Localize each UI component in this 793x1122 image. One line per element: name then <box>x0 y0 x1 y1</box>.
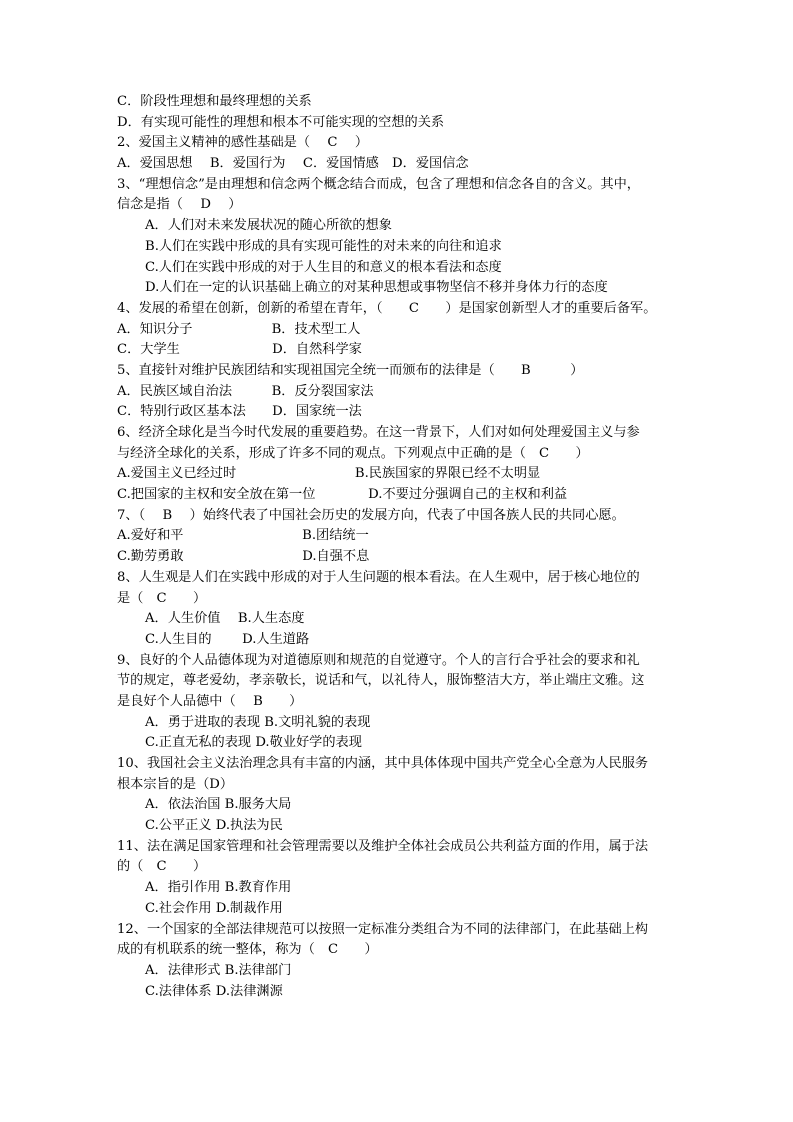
text-line: 3、“理想信念”是由理想和信念两个概念结合而成，包含了理想和信念各自的含义。其中， <box>117 176 640 192</box>
option-line: C.法律体系 D.法律渊源 <box>145 983 283 999</box>
question-list <box>117 92 682 1002</box>
text-line: A.爱好和平 B.团结统一 <box>117 528 369 544</box>
option-line: C.正直无私的表现 D.敬业好学的表现 <box>145 735 362 751</box>
option-line: A．人们对未来发展状况的随心所欲的想象 <box>145 218 392 234</box>
text-line: 是（ C ） <box>117 590 207 606</box>
text-line: 与经济全球化的关系，形成了许多不同的观点。下列观点中正确的是（ C ） <box>117 445 589 461</box>
option-line: A．指引作用 B.教育作用 <box>145 880 292 896</box>
option-line: A．法律形式 B.法律部门 <box>145 962 292 978</box>
text-line: A.爱国主义已经过时 B.民族国家的界限已经不太明显 <box>117 466 541 482</box>
option-line: A．依法治国 B.服务大局 <box>145 797 292 813</box>
text-line: C．特别行政区基本法 D．国家统一法 <box>117 404 362 420</box>
option-line: C.公平正义 D.执法为民 <box>145 818 283 834</box>
option-line: A．人生价值 B.人生态度 <box>145 611 305 627</box>
text-line: C．大学生 D．自然科学家 <box>117 342 362 358</box>
text-line: 2、爱国主义精神的感性基础是（ C ） <box>117 135 369 151</box>
option-line: D.人们在一定的认识基础上确立的对某种思想或事物坚信不移并身体力行的态度 <box>145 280 608 296</box>
text-line: A．爱国思想 B．爱国行为 C．爱国情感 D．爱国信念 <box>117 156 469 172</box>
text-line: 节的规定，尊老爱幼，孝亲敬长，说话和气，以礼待人，服饰整洁大方，举止端庄文雅。这 <box>117 673 645 689</box>
text-line: 信念是指（ D ） <box>117 197 242 213</box>
text-line: 是良好个人品德中（ B ） <box>117 693 303 709</box>
text-line: 11、法在满足国家管理和社会管理需要以及维护全体社会成员公共利益方面的作用，属于法 <box>117 838 649 854</box>
text-line: D．有实现可能性的理想和根本不可能实现的空想的关系 <box>117 114 445 130</box>
text-line: C.把国家的主权和安全放在第一位 D.不要过分强调自己的主权和利益 <box>117 487 568 503</box>
text-line: C.勤劳勇敢 D.自强不息 <box>117 549 370 565</box>
text-line: 5、直接针对维护民族团结和实现祖国完全统一而颁布的法律是（ B ） <box>117 362 584 378</box>
option-line: C.人生目的 D.人生道路 <box>145 631 310 647</box>
text-line: 4、发展的希望在创新，创新的希望在青年，（ C ）是国家创新型人才的重要后备军。 <box>117 300 657 316</box>
document-page <box>117 92 682 1002</box>
text-line: 9、良好的个人品德体现为对道德原则和规范的自觉遵守。个人的言行合乎社会的要求和礼 <box>117 652 640 668</box>
text-line: 的（ C ） <box>117 859 207 875</box>
option-line: C.人们在实践中形成的对于人生目的和意义的根本看法和态度 <box>145 259 502 275</box>
option-line: A．勇于进取的表现 B.文明礼貌的表现 <box>145 714 371 730</box>
text-line: 根本宗旨的是（D） <box>117 776 234 792</box>
text-line: C．阶段性理想和最终理想的关系 <box>117 94 312 109</box>
text-line: A．民族区域自治法 B．反分裂国家法 <box>117 383 374 399</box>
text-line: 7、（ B ）始终代表了中国社会历史的发展方向，代表了中国各族人民的共同心愿。 <box>117 507 625 523</box>
text-line: 6、经济全球化是当今时代发展的重要趋势。在这一背景下，人们对如何处理爱国主义与参 <box>117 425 640 440</box>
text-line: 8、人生观是人们在实践中形成的对于人生问题的根本看法。在人生观中，居于核心地位的 <box>117 569 640 585</box>
option-line: C.社会作用 D.制裁作用 <box>145 900 283 916</box>
text-line: 12、一个国家的全部法律规范可以按照一定标准分类组合为不同的法律部门，在此基础上构 <box>117 921 649 937</box>
text-line: 10、我国社会主义法治理念具有丰富的内涵，其中具体体现中国共产党全心全意为人民服务 <box>117 756 649 771</box>
text-line: 成的有机联系的统一整体，称为（ C ） <box>117 942 378 958</box>
option-line: B.人们在实践中形成的具有实现可能性的对未来的向往和追求 <box>145 238 502 254</box>
text-line: A．知识分子 B．技术型工人 <box>117 321 361 337</box>
